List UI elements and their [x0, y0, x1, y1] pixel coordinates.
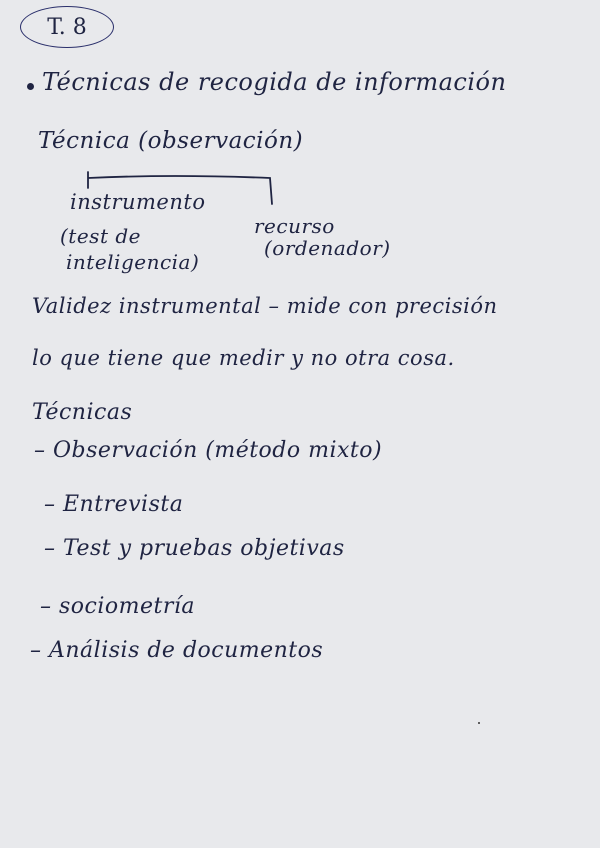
test-line2: inteligencia) [66, 250, 200, 274]
stray-dot [478, 722, 480, 724]
list-item: – Entrevista [44, 492, 184, 517]
heading: Técnicas de recogida de información [42, 68, 507, 96]
bullet-dot [27, 83, 34, 90]
recurso-label: recurso [254, 214, 335, 238]
validez-line1: Validez instrumental – mide con precisión [32, 294, 498, 318]
validez-line2: lo que tiene que medir y no otra cosa. [32, 346, 455, 370]
recurso-paren: (ordenador) [264, 236, 391, 260]
list-item: – Análisis de documentos [30, 638, 324, 663]
list-item: – Test y pruebas objetivas [44, 536, 345, 561]
list-item: – sociometría [40, 594, 196, 619]
test-line1: (test de [60, 224, 141, 248]
tecnicas-title: Técnicas [32, 400, 133, 425]
instrumento-label: instrumento [70, 190, 206, 214]
topic-badge-label: T. 8 [47, 15, 87, 40]
list-item: – Observación (método mixto) [34, 438, 383, 463]
tecnica-label: Técnica (observación) [38, 128, 304, 154]
topic-badge [20, 6, 114, 48]
